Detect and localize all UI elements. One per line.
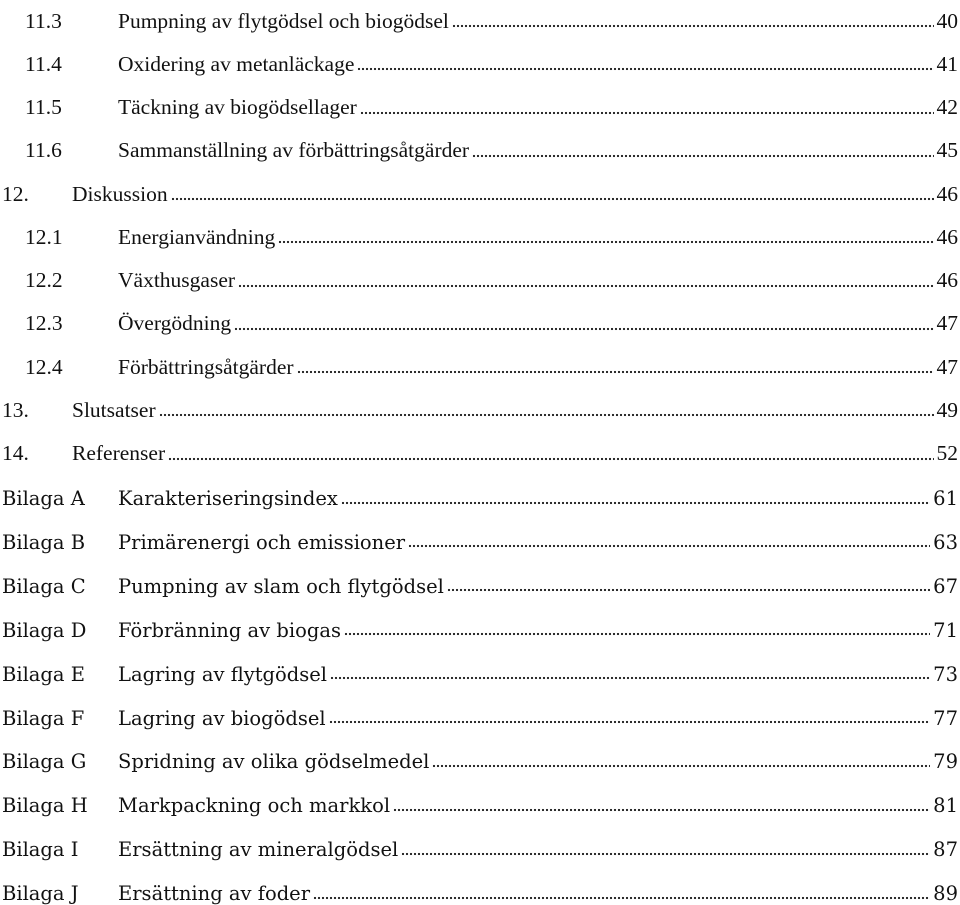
toc-entry-page-number: 45 xyxy=(937,140,960,162)
toc-entry-page-number: 47 xyxy=(937,357,960,379)
toc-entry-number: 11.6 xyxy=(0,140,118,162)
toc-entry[interactable] xyxy=(0,130,960,162)
toc-entry-title: Diskussion xyxy=(72,184,168,206)
toc-entry-page-number: 52 xyxy=(937,443,960,465)
toc-entry-number: Bilaga F xyxy=(0,709,118,729)
toc-entry-title: Sammanställning av förbättringsåtgärder xyxy=(118,140,469,162)
toc-entry-page-number: 71 xyxy=(933,621,960,641)
toc-entry-number: Bilaga D xyxy=(0,621,118,641)
toc-entry[interactable] xyxy=(0,784,960,816)
dot-leader xyxy=(344,632,930,636)
dot-leader xyxy=(401,852,930,856)
dot-leader xyxy=(472,154,933,158)
toc-entry-number: 11.3 xyxy=(0,11,118,33)
toc-entry-number: 11.4 xyxy=(0,54,118,76)
toc-entry-page-number: 63 xyxy=(933,533,960,553)
toc-entry-page-number: 42 xyxy=(937,97,960,119)
toc-entry-title: Lagring av flytgödsel xyxy=(118,665,327,685)
dot-leader xyxy=(357,67,933,71)
dot-leader xyxy=(408,544,930,548)
toc-entry-number: 12.4 xyxy=(0,357,118,379)
toc-entry-title: Pumpning av flytgödsel och biogödsel xyxy=(118,11,449,33)
toc-entry-title: Karakteriseringsindex xyxy=(118,489,338,509)
dot-leader xyxy=(447,588,930,592)
dot-leader xyxy=(313,896,930,900)
toc-entry[interactable] xyxy=(0,0,960,32)
toc-entry-page-number: 87 xyxy=(933,840,960,860)
toc-entry[interactable] xyxy=(0,652,960,684)
toc-entry-title: Referenser xyxy=(72,443,165,465)
toc-entry-page-number: 67 xyxy=(933,577,960,597)
toc-entry-page-number: 41 xyxy=(937,54,960,76)
toc-entry-number: 12.1 xyxy=(0,227,118,249)
toc-entry-title: Slutsatser xyxy=(72,400,156,422)
dot-leader xyxy=(168,457,933,461)
toc-entry-number: Bilaga H xyxy=(0,796,118,816)
toc-entry[interactable] xyxy=(0,260,960,292)
toc-entry-title: Ersättning av foder xyxy=(118,884,310,904)
dot-leader xyxy=(238,284,933,288)
toc-entry-number: 12. xyxy=(0,184,72,206)
toc-entry-number: 14. xyxy=(0,443,72,465)
dot-leader xyxy=(393,808,930,812)
toc-entry-number: Bilaga I xyxy=(0,840,118,860)
toc-entry-page-number: 46 xyxy=(937,227,960,249)
dot-leader xyxy=(297,370,934,374)
toc-entry-title: Pumpning av slam och flytgödsel xyxy=(118,577,444,597)
toc-entry-title: Spridning av olika gödselmedel xyxy=(118,752,429,772)
toc-entry[interactable] xyxy=(0,346,960,378)
dot-leader xyxy=(329,720,931,724)
toc-entry-page-number: 73 xyxy=(933,665,960,685)
toc-entry[interactable] xyxy=(0,828,960,860)
toc-entry-title: Täckning av biogödsellager xyxy=(118,97,357,119)
toc-entry[interactable] xyxy=(0,216,960,248)
toc-entry-page-number: 61 xyxy=(933,489,960,509)
toc-entry-title: Primärenergi och emissioner xyxy=(118,533,405,553)
toc-entry-title: Ersättning av mineralgödsel xyxy=(118,840,398,860)
dot-leader xyxy=(330,676,930,680)
toc-entry-page-number: 79 xyxy=(933,752,960,772)
toc-entry-title: Lagring av biogödsel xyxy=(118,709,326,729)
toc-entry-number: Bilaga E xyxy=(0,665,118,685)
dot-leader xyxy=(360,111,934,115)
toc-entry-page-number: 81 xyxy=(933,796,960,816)
toc-entry-title: Växthusgaser xyxy=(118,270,235,292)
toc-entry[interactable] xyxy=(0,520,960,552)
toc-entry-title: Oxidering av metanläckage xyxy=(118,54,354,76)
toc-entry-number: Bilaga A xyxy=(0,489,118,509)
toc-entry-page-number: 47 xyxy=(937,313,960,335)
toc-entry-title: Förbränning av biogas xyxy=(118,621,341,641)
toc-entry[interactable] xyxy=(0,43,960,75)
toc-entry-page-number: 46 xyxy=(937,270,960,292)
dot-leader xyxy=(341,501,930,505)
toc-entry[interactable] xyxy=(0,303,960,335)
toc-entry-number: Bilaga G xyxy=(0,752,118,772)
toc-entry-title: Övergödning xyxy=(118,313,231,335)
dot-leader xyxy=(234,327,933,331)
toc-entry-page-number: 40 xyxy=(937,11,960,33)
dot-leader xyxy=(432,764,930,768)
toc-entry-number: 12.3 xyxy=(0,313,118,335)
toc-entry[interactable] xyxy=(0,696,960,728)
toc-entry[interactable] xyxy=(0,872,960,904)
toc-entry-number: Bilaga C xyxy=(0,577,118,597)
dot-leader xyxy=(171,197,934,201)
toc-entry-page-number: 89 xyxy=(933,884,960,904)
dot-leader xyxy=(159,413,934,417)
dot-leader xyxy=(278,240,933,244)
toc-entry-number: 11.5 xyxy=(0,97,118,119)
toc-entry-page-number: 77 xyxy=(933,709,960,729)
toc-entry[interactable] xyxy=(0,433,960,465)
dot-leader xyxy=(452,24,934,28)
toc-entry[interactable] xyxy=(0,477,960,509)
toc-entry-page-number: 49 xyxy=(937,400,960,422)
toc-entry-title: Energianvändning xyxy=(118,227,275,249)
toc-entry-title: Markpackning och markkol xyxy=(118,796,390,816)
toc-entry-number: Bilaga B xyxy=(0,533,118,553)
toc-entry[interactable] xyxy=(0,87,960,119)
toc-entry-number: Bilaga J xyxy=(0,884,118,904)
toc-entry-number: 13. xyxy=(0,400,72,422)
toc-entry[interactable] xyxy=(0,389,960,421)
toc-entry[interactable] xyxy=(0,608,960,640)
toc-entry[interactable] xyxy=(0,740,960,772)
toc-entry-page-number: 46 xyxy=(937,184,960,206)
toc-entry-number: 12.2 xyxy=(0,270,118,292)
toc-entry[interactable] xyxy=(0,564,960,596)
toc-entry[interactable] xyxy=(0,173,960,205)
toc-entry-title: Förbättringsåtgärder xyxy=(118,357,294,379)
